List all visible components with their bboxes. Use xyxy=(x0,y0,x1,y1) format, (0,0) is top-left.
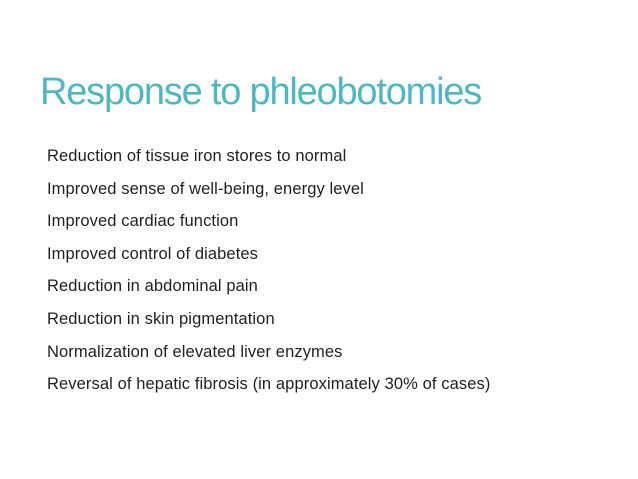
bullet-item: Improved sense of well-being, energy level xyxy=(47,179,364,198)
bullet-item: Improved control of diabetes xyxy=(47,244,258,263)
bullet-item: Reduction of tissue iron stores to normal xyxy=(47,147,347,165)
bullet-item: Reduction in skin pigmentation xyxy=(47,309,275,328)
slide-title: Response to phleobotomies xyxy=(40,71,482,113)
bullet-item: Normalization of elevated liver enzymes xyxy=(47,342,343,361)
bullet-item: Reversal of hepatic fibrosis (in approximately 30% of cases) xyxy=(47,375,491,394)
bullet-item: Reduction in abdominal pain xyxy=(47,277,258,296)
bullet-list xyxy=(47,140,490,401)
bullet-item: Improved cardiac function xyxy=(47,212,239,231)
